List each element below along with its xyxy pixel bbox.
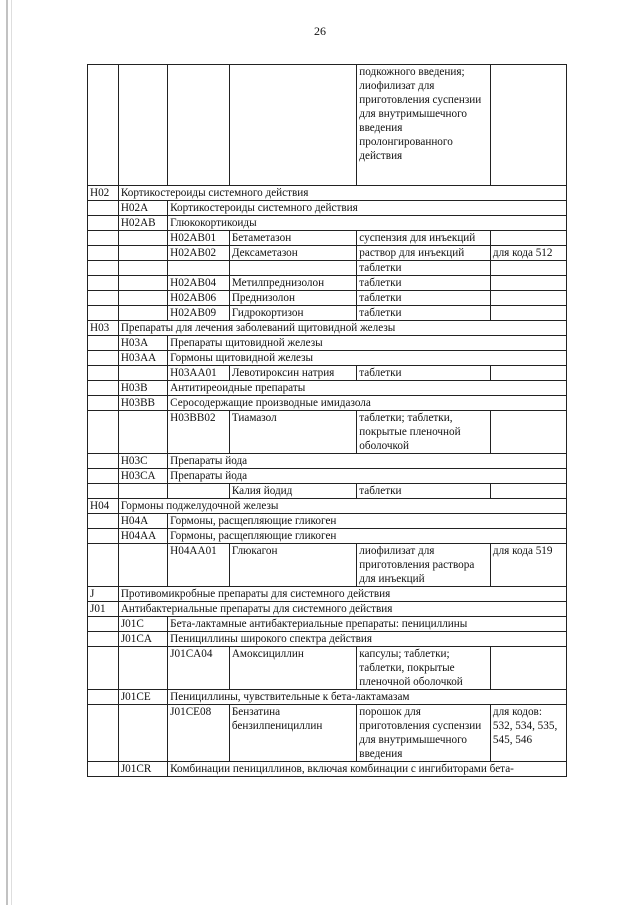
- group-cell: [88, 514, 119, 529]
- table-row: [88, 216, 567, 231]
- note-cell: [490, 65, 566, 186]
- subgroup-cell: [118, 261, 167, 276]
- drug-name-cell: Бетаметазон: [229, 231, 356, 246]
- table-row: [88, 705, 567, 762]
- note-cell: для кодов: 532, 534, 535, 545, 546: [490, 705, 566, 762]
- group-cell: [88, 617, 119, 632]
- drug-name-cell: Метилпреднизолон: [229, 276, 356, 291]
- group-cell: [88, 261, 119, 276]
- atc-code-cell: [168, 261, 230, 276]
- page-number: 26: [314, 24, 326, 38]
- table-row: [88, 201, 567, 216]
- drug-name-cell: Амоксициллин: [229, 647, 356, 690]
- group-cell: [88, 231, 119, 246]
- drug-name-cell: Глюкагон: [229, 544, 356, 587]
- group-code-cell: H02: [88, 186, 119, 201]
- subgroup-code-cell: H03B: [118, 381, 167, 396]
- table-row: [88, 454, 567, 469]
- subgroup-code-cell: H02A: [118, 201, 167, 216]
- subgroup-cell: [118, 366, 167, 381]
- table-row: [88, 469, 567, 484]
- group-cell: [88, 366, 119, 381]
- subgroup-cell: [118, 246, 167, 261]
- table-row: [88, 647, 567, 690]
- subgroup-name-cell: Кортикостероиды системного действия: [168, 201, 567, 216]
- subgroup-cell: [118, 484, 167, 499]
- drug-name-cell: Тиамазол: [229, 411, 356, 454]
- subgroup-code-cell: J01CE: [118, 690, 167, 705]
- atc-code-cell: H03AA01: [168, 366, 230, 381]
- dosage-form-cell: капсулы; таблетки; таблетки, покрытые пленочной оболочкой: [357, 647, 491, 690]
- group-cell: [88, 246, 119, 261]
- group-code-cell: H03: [88, 321, 119, 336]
- atc-code-cell: H02AB01: [168, 231, 230, 246]
- drug-name-cell: Левотироксин натрия: [229, 366, 356, 381]
- table-row: [88, 544, 567, 587]
- subgroup-name-cell: Препараты щитовидной железы: [168, 336, 567, 351]
- atc-code-cell: H03BB02: [168, 411, 230, 454]
- subgroup-cell: [118, 65, 167, 186]
- subgroup-name-cell: Препараты йода: [168, 469, 567, 484]
- table-row: [88, 632, 567, 647]
- subgroup-name-cell: Антитиреоидные препараты: [168, 381, 567, 396]
- group-cell: [88, 411, 119, 454]
- subgroup-name-cell: Пенициллины, чувствительные к бета-лактамазам: [168, 690, 567, 705]
- table-row: [88, 186, 567, 201]
- table-row: [88, 617, 567, 632]
- group-cell: [88, 529, 119, 544]
- table-row: [88, 381, 567, 396]
- subgroup-name-cell: Глюкокортикоиды: [168, 216, 567, 231]
- atc-code-cell: [168, 65, 230, 186]
- subgroup-code-cell: J01CR: [118, 762, 167, 777]
- note-cell: [490, 276, 566, 291]
- group-cell: [88, 632, 119, 647]
- group-cell: [88, 396, 119, 411]
- note-cell: [490, 484, 566, 499]
- subgroup-name-cell: Гормоны, расщепляющие гликоген: [168, 529, 567, 544]
- atc-code-cell: J01CA04: [168, 647, 230, 690]
- subgroup-cell: [118, 411, 167, 454]
- atc-code-cell: H02AB06: [168, 291, 230, 306]
- drug-name-cell: Калия йодид: [229, 484, 356, 499]
- dosage-form-cell: суспензия для инъекций: [357, 231, 491, 246]
- subgroup-code-cell: H04A: [118, 514, 167, 529]
- drug-name-cell: Дексаметазон: [229, 246, 356, 261]
- subgroup-name-cell: Бета-лактамные антибактериальные препараты: пенициллины: [168, 617, 567, 632]
- group-code-cell: J: [88, 587, 119, 602]
- atc-code-cell: H04AA01: [168, 544, 230, 587]
- group-code-cell: J01: [88, 602, 119, 617]
- table-row: [88, 484, 567, 499]
- subgroup-code-cell: H03C: [118, 454, 167, 469]
- dosage-form-cell: лиофилизат для приготовления раствора для инъекций: [357, 544, 491, 587]
- note-cell: [490, 366, 566, 381]
- drug-registry-table: [87, 64, 567, 777]
- atc-code-cell: H02AB04: [168, 276, 230, 291]
- table-body: [88, 65, 567, 777]
- subgroup-cell: [118, 705, 167, 762]
- dosage-form-cell: таблетки: [357, 484, 491, 499]
- group-cell: [88, 381, 119, 396]
- table-row: [88, 321, 567, 336]
- group-cell: [88, 484, 119, 499]
- group-name-cell: Противомикробные препараты для системного действия: [118, 587, 566, 602]
- group-cell: [88, 201, 119, 216]
- subgroup-code-cell: H03A: [118, 336, 167, 351]
- atc-code-cell: H02AB09: [168, 306, 230, 321]
- subgroup-cell: [118, 306, 167, 321]
- drug-name-cell: [229, 261, 356, 276]
- table-row: [88, 336, 567, 351]
- table-row: [88, 366, 567, 381]
- table-row: [88, 351, 567, 366]
- dosage-form-cell: подкожного введения; лиофилизат для приготовления суспензии для внутримышечного введения пролонгированного действия: [357, 65, 491, 186]
- group-cell: [88, 351, 119, 366]
- table-row: [88, 231, 567, 246]
- table-row: [88, 246, 567, 261]
- group-cell: [88, 469, 119, 484]
- atc-code-cell: [168, 484, 230, 499]
- group-cell: [88, 216, 119, 231]
- subgroup-name-cell: Комбинации пенициллинов, включая комбинации с ингибиторами бета-: [168, 762, 567, 777]
- subgroup-code-cell: H04AA: [118, 529, 167, 544]
- subgroup-code-cell: H03CA: [118, 469, 167, 484]
- subgroup-cell: [118, 544, 167, 587]
- table-row: [88, 411, 567, 454]
- group-name-cell: Препараты для лечения заболеваний щитовидной железы: [118, 321, 566, 336]
- group-cell: [88, 276, 119, 291]
- group-code-cell: H04: [88, 499, 119, 514]
- note-cell: [490, 647, 566, 690]
- table-row: [88, 396, 567, 411]
- group-name-cell: Кортикостероиды системного действия: [118, 186, 566, 201]
- subgroup-code-cell: H03AA: [118, 351, 167, 366]
- note-cell: [490, 231, 566, 246]
- scan-edge-inner: [11, 0, 12, 905]
- group-cell: [88, 291, 119, 306]
- dosage-form-cell: таблетки; таблетки, покрытые пленочной оболочкой: [357, 411, 491, 454]
- subgroup-code-cell: H03BB: [118, 396, 167, 411]
- subgroup-cell: [118, 291, 167, 306]
- subgroup-code-cell: J01C: [118, 617, 167, 632]
- group-cell: [88, 705, 119, 762]
- group-cell: [88, 336, 119, 351]
- subgroup-name-cell: Препараты йода: [168, 454, 567, 469]
- group-cell: [88, 690, 119, 705]
- note-cell: для кода 512: [490, 246, 566, 261]
- drug-name-cell: Бензатина бензилпенициллин: [229, 705, 356, 762]
- subgroup-code-cell: J01CA: [118, 632, 167, 647]
- dosage-form-cell: таблетки: [357, 276, 491, 291]
- drug-name-cell: Гидрокортизон: [229, 306, 356, 321]
- table-row: [88, 602, 567, 617]
- group-cell: [88, 544, 119, 587]
- dosage-form-cell: таблетки: [357, 366, 491, 381]
- note-cell: [490, 261, 566, 276]
- table-row: [88, 587, 567, 602]
- atc-code-cell: J01CE08: [168, 705, 230, 762]
- group-name-cell: Гормоны поджелудочной железы: [118, 499, 566, 514]
- scan-edge: [6, 0, 8, 905]
- group-cell: [88, 306, 119, 321]
- note-cell: [490, 306, 566, 321]
- table-row: [88, 276, 567, 291]
- table-row: [88, 529, 567, 544]
- table-row: [88, 499, 567, 514]
- note-cell: для кода 519: [490, 544, 566, 587]
- drug-name-cell: Преднизолон: [229, 291, 356, 306]
- group-cell: [88, 647, 119, 690]
- dosage-form-cell: таблетки: [357, 306, 491, 321]
- table-row: [88, 306, 567, 321]
- table-row: [88, 514, 567, 529]
- table-row: [88, 690, 567, 705]
- group-name-cell: Антибактериальные препараты для системного действия: [118, 602, 566, 617]
- group-cell: [88, 762, 119, 777]
- group-cell: [88, 65, 119, 186]
- subgroup-code-cell: H02AB: [118, 216, 167, 231]
- table-row: [88, 261, 567, 276]
- table-row: [88, 65, 567, 186]
- subgroup-name-cell: Гормоны щитовидной железы: [168, 351, 567, 366]
- table-row: [88, 291, 567, 306]
- note-cell: [490, 291, 566, 306]
- table-row: [88, 762, 567, 777]
- subgroup-name-cell: Серосодержащие производные имидазола: [168, 396, 567, 411]
- subgroup-cell: [118, 276, 167, 291]
- note-cell: [490, 411, 566, 454]
- subgroup-cell: [118, 231, 167, 246]
- dosage-form-cell: таблетки: [357, 291, 491, 306]
- subgroup-cell: [118, 647, 167, 690]
- group-cell: [88, 454, 119, 469]
- atc-code-cell: H02AB02: [168, 246, 230, 261]
- drug-name-cell: [229, 65, 356, 186]
- dosage-form-cell: раствор для инъекций: [357, 246, 491, 261]
- dosage-form-cell: порошок для приготовления суспензии для внутримышечного введения: [357, 705, 491, 762]
- subgroup-name-cell: Гормоны, расщепляющие гликоген: [168, 514, 567, 529]
- dosage-form-cell: таблетки: [357, 261, 491, 276]
- subgroup-name-cell: Пенициллины широкого спектра действия: [168, 632, 567, 647]
